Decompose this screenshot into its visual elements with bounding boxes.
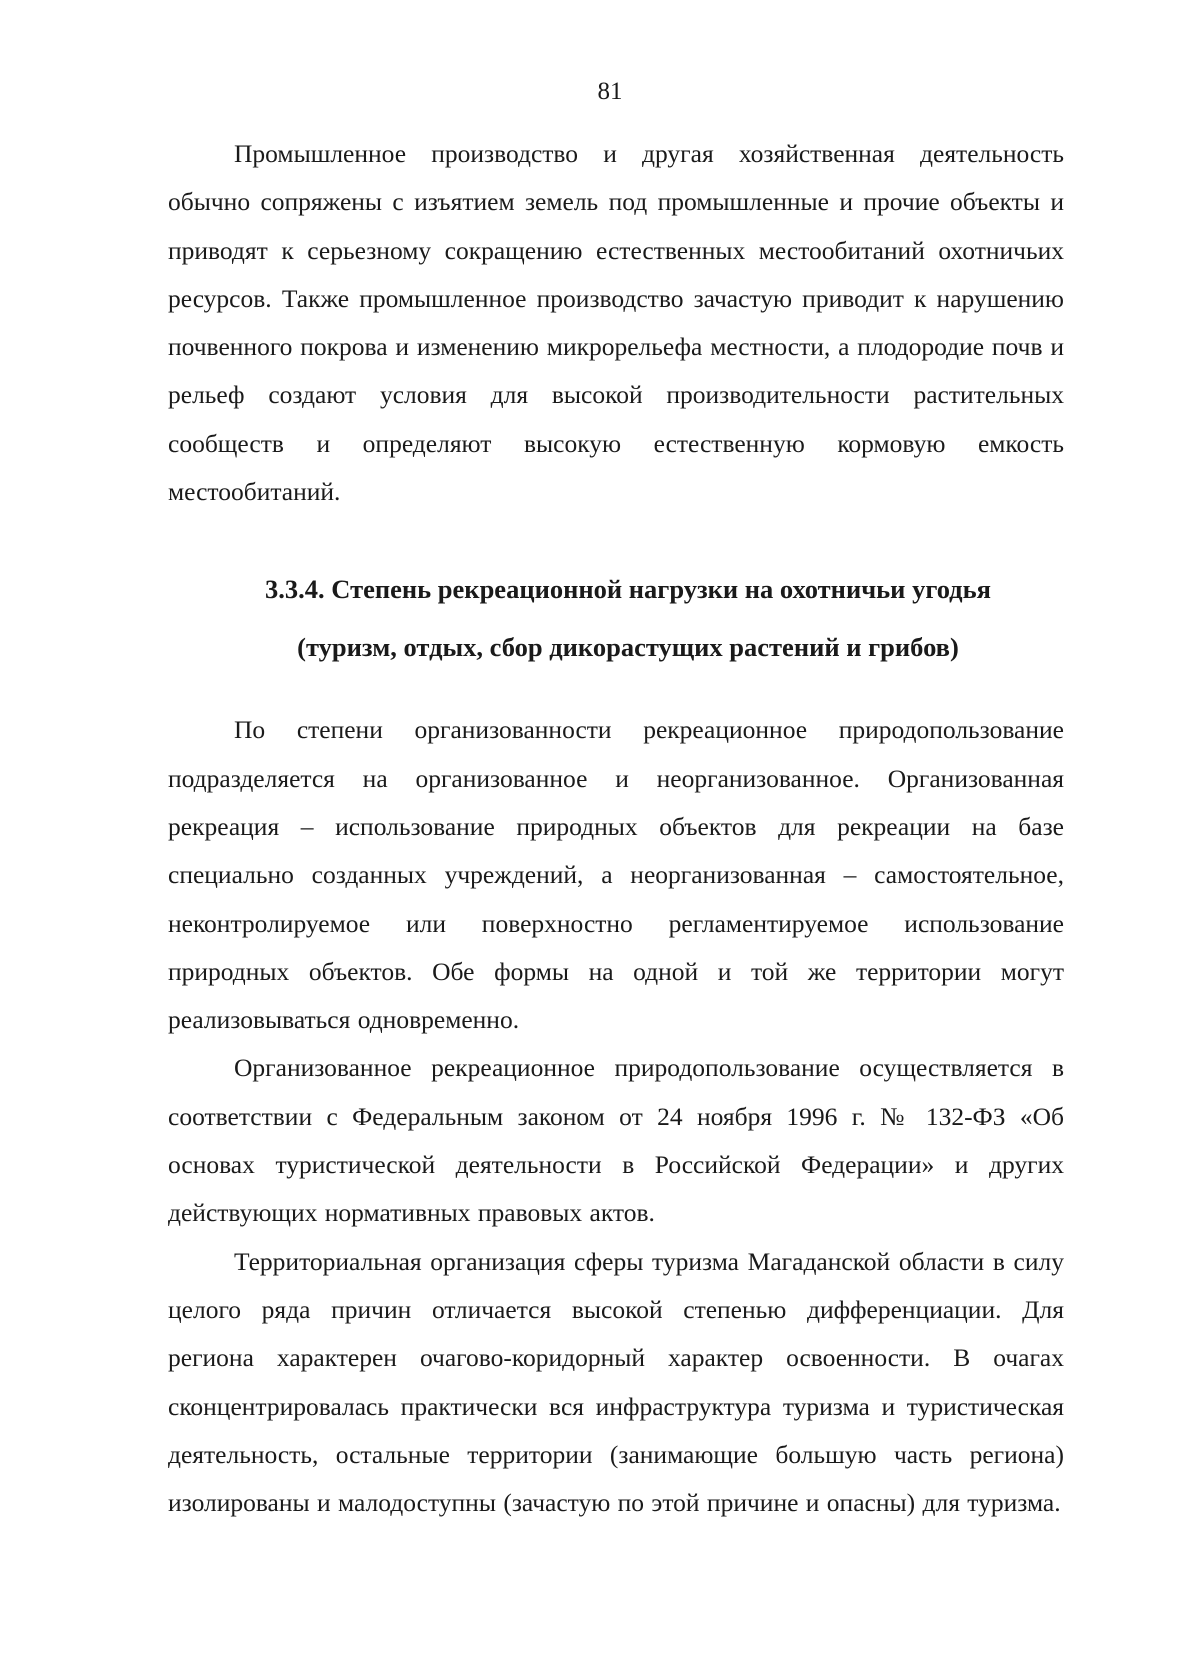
paragraph-territorial-organization: Территориальная организация сферы туризма Магаданской области в силу целого ряда причин отличается высокой степенью дифференциации. Для региона характерен очагово-коридорный характер освоенности. В очагах сконцентрировалась практически вся инфраструктура туризма и туристическая деятельность, остальные территории (занимающие большую часть региона) изолированы и малодоступны (зачастую по этой причине и опасны) для туризма. bbox=[168, 1246, 1064, 1518]
paragraph-organized-recreation: Организованное рекреационное природопользование осуществляется в соответствии с Федеральным законом от 24 ноября 1996 г. № 132-ФЗ «Об основах туристической деятельности в Российской Федерации» и других действующих нормативных правовых актов. bbox=[168, 1053, 1064, 1228]
paragraph-recreation-types: По степени организованности рекреационное природопользование подразделяется на организованное и неорганизованное. Организованная рекреация – использование природных объектов для рекреации на базе специально созданных учреждений, а неорганизованная – самостоятельное, неконтролируемое или поверхностно регламентируемое использование природных объектов. Обе формы на одной и той же территории могут реализовываться одновременно. bbox=[168, 715, 1064, 1035]
paragraph-industrial-impact: Промышленное производство и другая хозяйственная деятельность обычно сопряжены с изъятием земель под промышленные и прочие объекты и приводят к серьезному сокращению естественных местообитаний охотничьих ресурсов. Также промышленное производство зачастую приводит к нарушению почвенного покрова и изменению микрорельефа местности, а плодородие почв и рельеф создают условия для высокой производительности растительных сообществ и определяют высокую естественную кормовую емкость местообитаний. bbox=[168, 139, 1064, 507]
page-number: 81 bbox=[597, 78, 623, 105]
page-content bbox=[168, 130, 1064, 1527]
section-heading-line-1: 3.3.4. Степень рекреационной нагрузки на охотничьи угодья bbox=[265, 574, 991, 605]
section-heading bbox=[168, 560, 1064, 676]
section-heading-line-2: (туризм, отдых, сбор дикорастущих растений и грибов) bbox=[297, 632, 959, 663]
